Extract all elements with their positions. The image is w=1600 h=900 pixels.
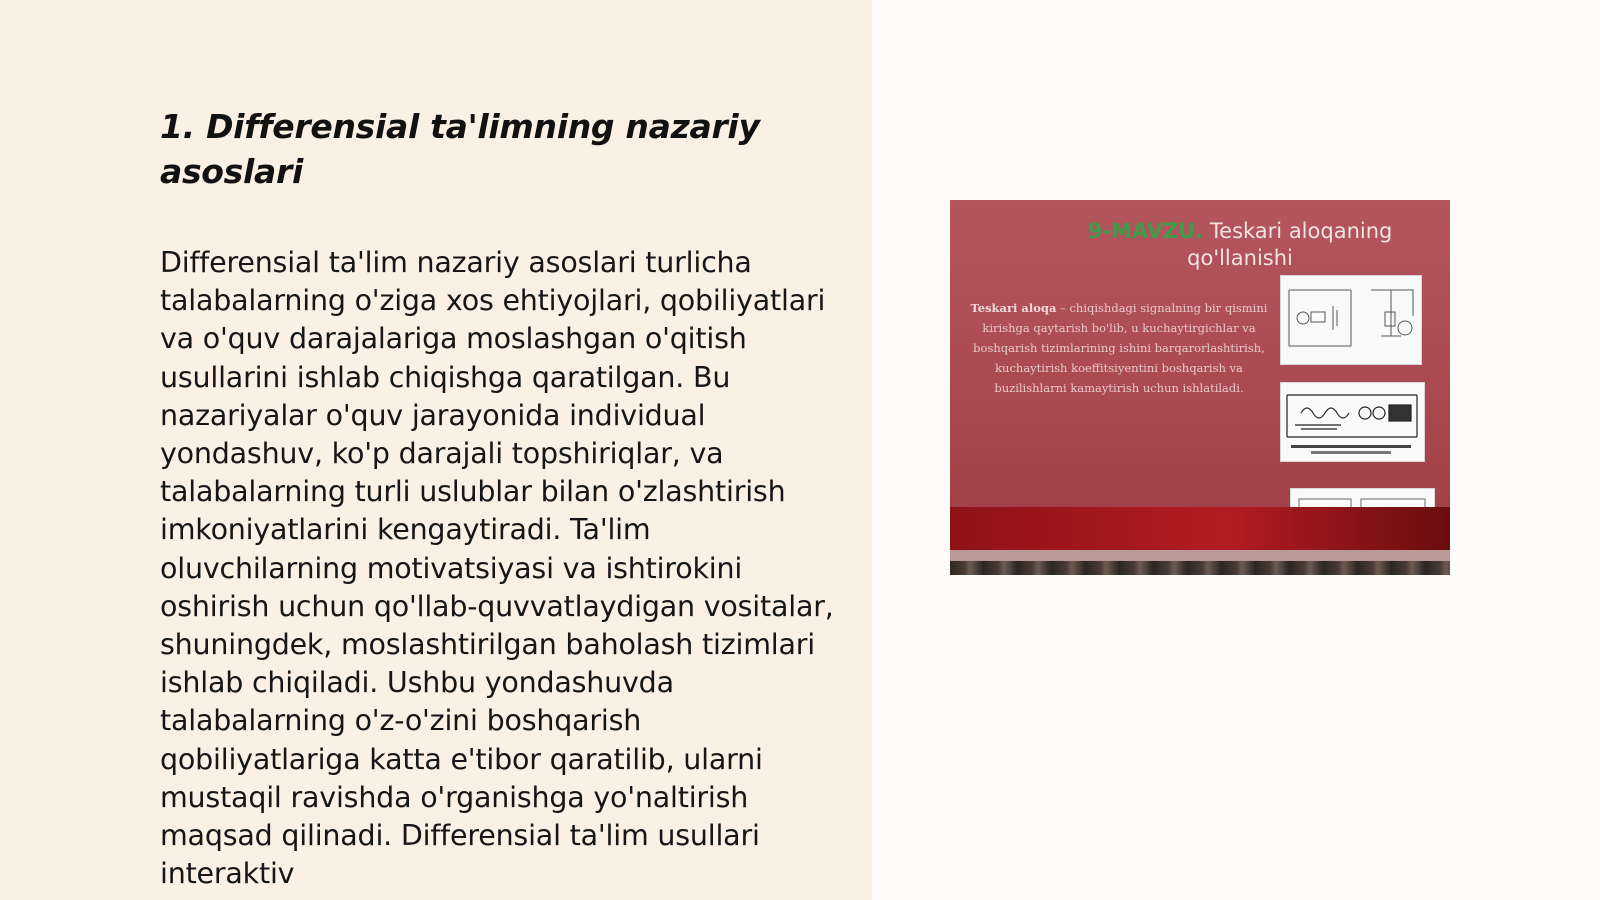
thumbnail-body-rest: – chiqishdagi signalning bir qismini kirishga qaytarish bo'lib, u kuchaytirgichlar va boshqarish tizimlarining ishini barqarorlashtirish, kuchaytirish koeffitsiyentini boshqarish va buzilishlarni kamaytirish uchun ishlatiladi. — [973, 301, 1268, 395]
slide-thumbnail-image — [950, 200, 1450, 575]
thumbnail-title — [1070, 218, 1410, 272]
thumbnail-floor — [950, 561, 1450, 575]
thumbnail-red-band — [950, 507, 1450, 550]
thumbnail-strip — [950, 550, 1450, 561]
slide-title: 1. Differensial ta'limning nazariy asoslari — [160, 107, 760, 191]
thumbnail-topic-title: Teskari aloqaning qo'llanishi — [1187, 219, 1393, 270]
thumbnail-body-text — [964, 298, 1274, 398]
circuit-diagram-1 — [1280, 275, 1422, 365]
slide-body-text: Differensial ta'lim nazariy asoslari turlicha talabalarning o'ziga xos ehtiyojlari, qobiliyatlari va o'quv darajalariga moslashgan o'qitish usullarini ishlab chiqishga qaratilgan. Bu nazariyalar o'quv jarayonida individual yondashuv, ko'p darajali topshiriqlar, va talabalarning turli uslublar bilan o'zlashtirish imkoniyatlarini kengaytiradi. Ta'lim oluvchilarning motivatsiyasi va ishtirokini oshirish uchun qo'llab-quvvatlaydigan vositalar, shuningdek, moslashtirilgan baholash tizimlari ishlab chiqiladi. Ushbu yondashuvda talabalarning o'z-o'zini boshqarish qobiliyatlariga katta e'tibor qaratilib, ularni mustaqil ravishda o'rganishga yo'naltirish maqsad qilinadi. Differensial ta'lim usullari interaktiv — [160, 246, 834, 891]
thumbnail-topic-label: 9-MAVZU. — [1087, 219, 1204, 243]
thumbnail-body-lead: Teskari aloqa — [970, 301, 1057, 315]
circuit-diagram-2 — [1280, 382, 1425, 462]
